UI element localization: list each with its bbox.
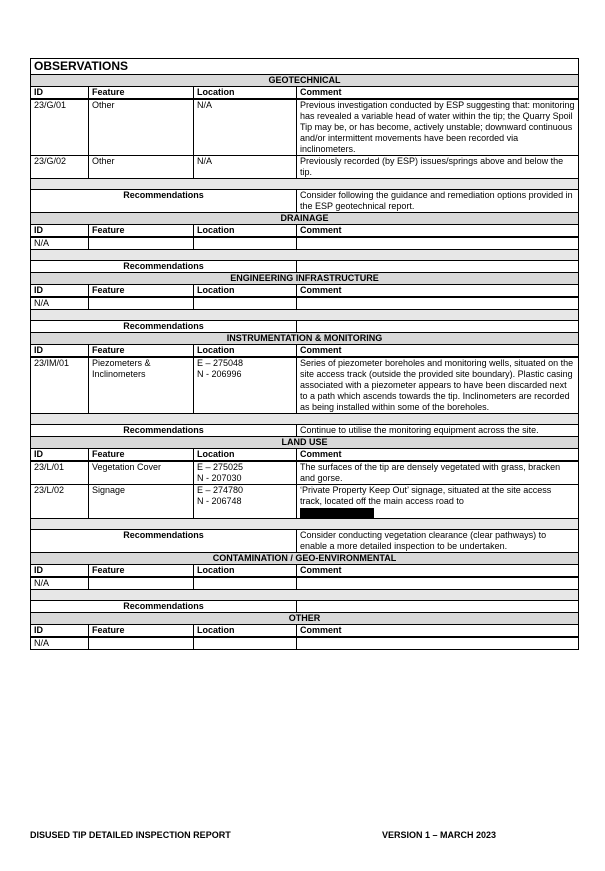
table-row bbox=[31, 461, 579, 485]
signage-comment-text: ‘Private Property Keep Out’ signage, situated at the site access track, located off the main access road to bbox=[300, 485, 552, 506]
recommendations-text: Consider following the guidance and remediation options provided in the ESP geotechnical report. bbox=[297, 190, 579, 213]
column-header-row bbox=[31, 449, 579, 462]
easting: E – 275025 bbox=[197, 462, 244, 472]
row-id: 23/G/02 bbox=[31, 156, 89, 179]
row-comment: Previous investigation conducted by ESP suggesting that: monitoring has revealed a variable head of water within the tip; the Quarry Spoil Tip may be, or has become, actively unstable; downward continuous and/or intermittent movements have been recorded via inclinometers. bbox=[297, 99, 579, 156]
section-spacer bbox=[31, 519, 579, 530]
row-location bbox=[194, 156, 297, 179]
row-feature: Other bbox=[89, 156, 194, 179]
comment-header: Comment bbox=[297, 449, 579, 462]
row-feature bbox=[89, 297, 194, 310]
row-feature: Vegetation Cover bbox=[89, 461, 194, 485]
recommendations-text: Consider conducting vegetation clearance (clear pathways) to enable a more detailed inspection to be undertaken. bbox=[297, 530, 579, 553]
id-header: ID bbox=[31, 449, 89, 462]
row-location bbox=[194, 485, 297, 519]
section-header-instrumentation-monitoring: INSTRUMENTATION & MONITORING bbox=[31, 333, 579, 345]
column-header-row bbox=[31, 345, 579, 358]
id-header: ID bbox=[31, 625, 89, 638]
northing: N - 206996 bbox=[197, 369, 242, 379]
location-line: N/A bbox=[197, 100, 213, 110]
location-header: Location bbox=[194, 625, 297, 638]
recommendations-label: Recommendations bbox=[31, 190, 297, 213]
recommendations-label: Recommendations bbox=[31, 425, 297, 437]
row-id: N/A bbox=[31, 637, 89, 650]
location-header: Location bbox=[194, 285, 297, 298]
recommendations-row bbox=[31, 190, 579, 213]
row-comment bbox=[297, 637, 579, 650]
row-id: N/A bbox=[31, 577, 89, 590]
location-header: Location bbox=[194, 87, 297, 100]
comment-header: Comment bbox=[297, 345, 579, 358]
location-header: Location bbox=[194, 565, 297, 578]
id-header: ID bbox=[31, 285, 89, 298]
table-row bbox=[31, 485, 579, 519]
section-header-engineering-infrastructure: ENGINEERING INFRASTRUCTURE bbox=[31, 273, 579, 285]
row-feature: Piezometers & Inclinometers bbox=[89, 357, 194, 414]
recommendations-text bbox=[297, 261, 579, 273]
section-header-contamination: CONTAMINATION / GEO-ENVIRONMENTAL bbox=[31, 553, 579, 565]
row-location bbox=[194, 461, 297, 485]
footer-version: VERSION 1 – MARCH 2023 bbox=[382, 830, 497, 840]
row-comment bbox=[297, 237, 579, 250]
row-feature bbox=[89, 577, 194, 590]
recommendations-label: Recommendations bbox=[31, 601, 297, 613]
recommendations-row bbox=[31, 425, 579, 437]
section-spacer bbox=[31, 590, 579, 601]
comment-header: Comment bbox=[297, 625, 579, 638]
comment-header: Comment bbox=[297, 565, 579, 578]
page-footer bbox=[30, 830, 578, 844]
easting: E – 274780 bbox=[197, 485, 244, 495]
table-row bbox=[31, 637, 579, 650]
row-comment bbox=[297, 297, 579, 310]
row-id: N/A bbox=[31, 297, 89, 310]
table-row bbox=[31, 357, 579, 414]
feature-header: Feature bbox=[89, 225, 194, 238]
feature-header: Feature bbox=[89, 87, 194, 100]
recommendations-label: Recommendations bbox=[31, 321, 297, 333]
row-feature: Signage bbox=[89, 485, 194, 519]
northing: N - 206748 bbox=[197, 496, 242, 506]
feature-header: Feature bbox=[89, 625, 194, 638]
column-header-row bbox=[31, 625, 579, 638]
recommendations-row bbox=[31, 530, 579, 553]
redaction-bar bbox=[300, 508, 374, 518]
observations-table bbox=[30, 58, 579, 650]
row-id: 23/L/01 bbox=[31, 461, 89, 485]
row-location bbox=[194, 99, 297, 156]
id-header: ID bbox=[31, 87, 89, 100]
table-row bbox=[31, 99, 579, 156]
id-header: ID bbox=[31, 565, 89, 578]
recommendations-row bbox=[31, 261, 579, 273]
row-feature bbox=[89, 637, 194, 650]
row-comment: The surfaces of the tip are densely vegetated with grass, bracken and gorse. bbox=[297, 461, 579, 485]
easting: E – 275048 bbox=[197, 358, 244, 368]
recommendations-text bbox=[297, 321, 579, 333]
feature-header: Feature bbox=[89, 345, 194, 358]
section-header-land-use: LAND USE bbox=[31, 437, 579, 449]
row-location bbox=[194, 637, 297, 650]
comment-header: Comment bbox=[297, 285, 579, 298]
row-id: 23/IM/01 bbox=[31, 357, 89, 414]
recommendations-text bbox=[297, 601, 579, 613]
table-row bbox=[31, 577, 579, 590]
section-spacer bbox=[31, 310, 579, 321]
column-header-row bbox=[31, 87, 579, 100]
row-location bbox=[194, 237, 297, 250]
table-row bbox=[31, 237, 579, 250]
row-id: 23/L/02 bbox=[31, 485, 89, 519]
row-id: N/A bbox=[31, 237, 89, 250]
row-id: 23/G/01 bbox=[31, 99, 89, 156]
column-header-row bbox=[31, 225, 579, 238]
row-location bbox=[194, 297, 297, 310]
section-spacer bbox=[31, 250, 579, 261]
recommendations-label: Recommendations bbox=[31, 530, 297, 553]
table-row bbox=[31, 297, 579, 310]
location-header: Location bbox=[194, 225, 297, 238]
row-feature bbox=[89, 237, 194, 250]
row-comment bbox=[297, 485, 579, 519]
recommendations-row bbox=[31, 321, 579, 333]
table-row bbox=[31, 156, 579, 179]
location-header: Location bbox=[194, 345, 297, 358]
section-spacer bbox=[31, 179, 579, 190]
row-location bbox=[194, 577, 297, 590]
recommendations-label: Recommendations bbox=[31, 261, 297, 273]
row-feature: Other bbox=[89, 99, 194, 156]
comment-header: Comment bbox=[297, 87, 579, 100]
recommendations-row bbox=[31, 601, 579, 613]
id-header: ID bbox=[31, 225, 89, 238]
feature-header: Feature bbox=[89, 285, 194, 298]
location-line: N/A bbox=[197, 156, 213, 166]
column-header-row bbox=[31, 565, 579, 578]
comment-header: Comment bbox=[297, 225, 579, 238]
feature-header: Feature bbox=[89, 449, 194, 462]
row-comment: Series of piezometer boreholes and monitoring wells, situated on the site access track (outside the provided site boundary). Plastic casing associated with a piezometer appears to have been discarded next to a path which ascends towards the tip. Inclinometers are recorded as being installed within some of the boreholes. bbox=[297, 357, 579, 414]
observations-title: OBSERVATIONS bbox=[31, 59, 579, 75]
northing: N - 207030 bbox=[197, 473, 242, 483]
location-header: Location bbox=[194, 449, 297, 462]
column-header-row bbox=[31, 285, 579, 298]
row-comment bbox=[297, 577, 579, 590]
section-header-drainage: DRAINAGE bbox=[31, 213, 579, 225]
section-header-other: OTHER bbox=[31, 613, 579, 625]
row-location bbox=[194, 357, 297, 414]
section-spacer bbox=[31, 414, 579, 425]
recommendations-text: Continue to utilise the monitoring equipment across the site. bbox=[297, 425, 579, 437]
row-comment: Previously recorded (by ESP) issues/springs above and below the tip. bbox=[297, 156, 579, 179]
feature-header: Feature bbox=[89, 565, 194, 578]
id-header: ID bbox=[31, 345, 89, 358]
section-header-geotechnical: GEOTECHNICAL bbox=[31, 75, 579, 87]
footer-report-title: DISUSED TIP DETAILED INSPECTION REPORT bbox=[30, 830, 231, 840]
observations-sheet bbox=[30, 58, 578, 650]
